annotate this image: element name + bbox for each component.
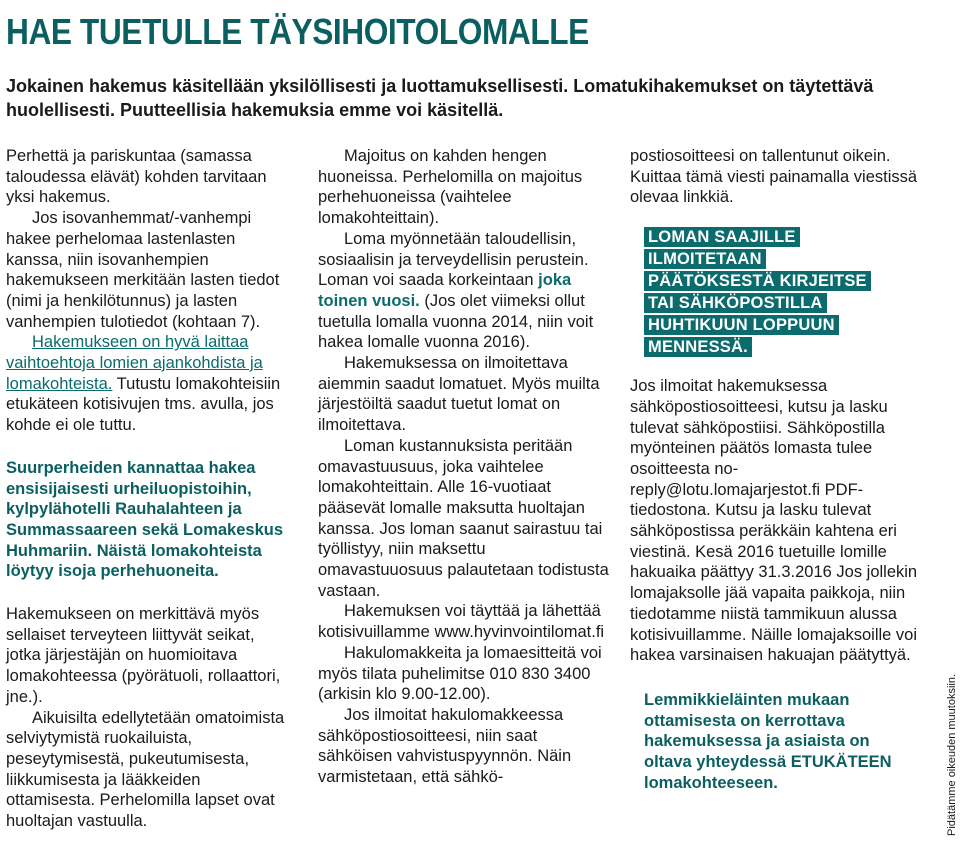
col3-paragraph-2: Jos ilmoitat hakemuksessa sähköpostiosoitteesi, kutsu ja lasku tulevat sähköpostiisi. Sähköpostilla myönteinen päätös lomasta tulee osoitteesta no-reply@lotu.lomajarjestot.fi PDF-tiedostona. Kutsu ja lasku tulevat sähköpostissa peräkkäin kahtena eri viestinä. Kesä 2016 tuetuille lomille hakuaika päättyy 31.3.2016 Jos jollekin lomajaksolle jää vapaita paikkoja, niin tiedotamme niistä tammikuun alussa kotisivuillamme. Näille lomajaksoille voi hakea varsinaisen hakuajan päätyttyä. [630,377,918,665]
col3-pets-note: Lemmikkieläinten mukaan ottamisesta on kerrottava hakemuksessa ja asiaista on oltava yhteydessä ETUKÄTEEN lomakohteeseen. [644,690,892,792]
column-1 [6,146,292,832]
col2-paragraph-7: Jos ilmoitat hakulomakkeessa sähköpostiosoitteesi, niin saat sähköisen vahvistuspyynnön. Näin varmistetaan, että sähkö- [318,705,572,787]
col2-joka-toinen-vuosi: joka toinen vuosi. [318,271,572,310]
col2-paragraph-6: Hakulomakkeita ja lomaesitteitä voi myös tilata puhelimitse 010 830 3400 (arkisin klo 9.00-12.00). [318,643,602,704]
col1-paragraph-3-rest: Tutustu lomakohteisiin etukäteen kotisivujen tms. avulla, jos kohde ei ole tuttu. [6,374,281,435]
col1-vaihtoehtoja-link[interactable]: Hakemukseen on hyvä laittaa vaihtoehtoja lomien ajankohdista ja lomakohteista. [6,333,263,393]
col3-paragraph-1: postiosoitteesi on tallentunut oikein. Kuittaa tämä viesti painamalla viestissä olevaa linkkiä. [630,147,918,207]
col2-paragraph-5: Hakemuksen voi täyttää ja lähettää kotisivuillamme www.hyvinvointilomat.fi [318,602,605,642]
col2-paragraph-4: Loman kustannuksista peritään omavastuusuus, joka vaihtelee lomakohteittain. Alle 16-vuotiaat pääsevät lomalle maksutta huoltajan kanssa. Jos loman saanut sairastuu tai työllistyy, niin maksettu omavastuuosuus palautetaan todistusta vastaan. [318,436,609,600]
col1-bold-note: Suurperheiden kannattaa hakea ensisijaisesti urheiluopistoihin, kylpylähotelli Rauhalahteen ja Summassaareen sekä Lomakeskus Huhmariin. Näistä lomakohteista löytyy isoja perhehuoneita. [6,458,284,581]
col2-paragraph-2-rest: (Jos olet viimeksi ollut tuetulla lomalla vuonna 2014, niin voit hakea lomalle vuonna 2016). [318,291,594,352]
column-3 [630,146,920,793]
col2-paragraph-2 [318,229,614,353]
col1-paragraph-5: Aikuisilta edellytetään omatoimista selviytymistä ruokailuista, peseytymisestä, pukeutumisesta, liikkumisesta ja lääkkeiden ottamisesta. Perhelomilla lapset ovat huoltajan vastuulla. [6,708,285,831]
col1-paragraph-3 [6,332,292,436]
col2-paragraph-3: Hakemuksessa on ilmoitettava aiemmin saadut lomatuet. Myös muilta järjestöiltä saadut tuetut lomat on ilmoitettava. [318,354,600,435]
decision-highlight-box [644,226,884,358]
page-title: HAE TUETULLE TÄYSIHOITOLOMALLE [6,11,589,52]
col1-paragraph-4: Hakemukseen on merkittävä myös sellaiset terveyteen liittyvät seikat, jotka järjestäjän on huomioitava lomakohteessa (pyörätuoli, rollaattori, jne.). [6,605,281,706]
decision-highlight-text: LOMAN SAAJILLE ILMOITETAAN PÄÄTÖKSESTÄ KIRJEITSE TAI SÄHKÖPOSTILLA HUHTIKUUN LOPPUUN MENNESSÄ. [644,227,871,357]
col2-paragraph-2-start: Loma myönnetään taloudellisin, sosiaalisin ja terveydellisin perustein. Loman voi saada korkeintaan [318,229,589,290]
side-disclaimer: Pidätämme oikeuden muutoksiin. [946,673,958,836]
intro-text: Jokainen hakemus käsitellään yksilöllisesti ja luottamuksellisesti. Lomatukihakemukset on täytettävä huolellisesti. Puutteellisia hakemuksia emme voi käsitellä. [6,76,874,120]
column-2 [318,146,614,788]
col1-paragraph-1: Perhettä ja pariskuntaa (samassa taloudessa elävät) kohden tarvitaan yksi hakemus. [6,147,267,207]
col1-paragraph-2: Jos isovanhemmat/-vanhempi hakee perhelomaa lastenlasten kanssa, niin isovanhempien hakemukseen merkitään lasten tiedot (nimi ja henkilötunnus) ja lasten vanhempien tulotiedot (kohtaan 7). [6,209,280,331]
col2-paragraph-1: Majoitus on kahden hengen huoneissa. Perhelomilla on majoitus perhehuoneissa (vaihtelee lomakohteittain). [318,147,583,228]
